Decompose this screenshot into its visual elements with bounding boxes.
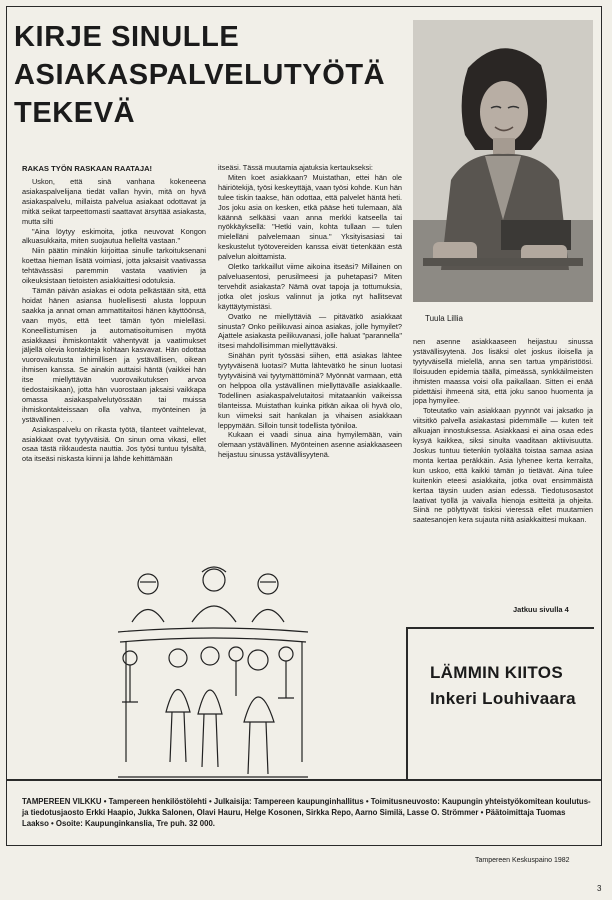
photo-caption: Tuula Lillia [425, 314, 463, 323]
headline-line-3: TEKEVÄ [14, 97, 136, 129]
paragraph: Asiakaspalvelu on rikasta työtä, tilanteet vaihtelevat, asiakkaat ovat tyytyväisiä. On sinun oma vikasi, ellet osaa tästä rikkaudesta nauttia. Jos työsi tuntuu tylsältä, ota itseäsi niskasta kiinni ja lähde kehittämään [22, 424, 206, 464]
divider [7, 779, 602, 781]
counter-illustration [118, 562, 310, 784]
continued-note: Jatkuu sivulla 4 [513, 605, 569, 614]
paragraph: nen asenne asiakkaaseen heijastuu sinussa ystävällisyytenä. Jos lisäksi olet joskus iloisella ja tyytyväisellä mielellä, anna sen tartua ympäristöösi. Iloisuuden epidemia täällä, pimeässä, synkkäilmeisten ihmisten maassa voisi olla paikallaan. Sitten ei enää pidettäisi ihmeenä sitä, että joku sanoo huomenta ja jopa hymyilee. [413, 337, 593, 406]
paragraph: Kukaan ei vaadi sinua aina hymyilemään, vain olemaan ystävällinen. Myönteinen asenne asiakkaaseen heijastuu sinussa ystävällisyytenä. [218, 430, 402, 460]
printer-note: Tampereen Keskuspaino 1982 [475, 857, 570, 864]
text-column-2 [218, 163, 402, 460]
page-number: 3 [597, 884, 602, 893]
thanks-title: LÄMMIN KIITOS [430, 663, 563, 682]
text-column-3 [413, 337, 593, 525]
paragraph: Sinähän pyrit työssäsi siihen, että asiakas lähtee tyytyväisenä luotasi? Mutta lähtevätkö he sinun luotasi tyytyväisinä vai tyytymättöminä? Myönnät varmaan, että on helppoa olla ystävällinen miellyttävälle asiakkaalle. Todellinen asiakaspalvelutaitosi mitataankin vaikeissa tilanteissa. Muistathan kuinka pitkän aikaa oli hyvä olo, kun viimeksi sait hankalan ja vihaisen asiakkaan leppymään. Silloin tunsit todellista työniloa. [218, 351, 402, 430]
salutation: RAKAS TYÖN RASKAAN RAATAJA! [22, 164, 153, 173]
paragraph: Oletko tarkkaillut viime aikoina itseäsi? Millainen on palveluasentosi, perusilmeesi ja puhetapasi? Miten tervehdit asiakasta? Nämä ovat tapoja ja tottumuksia, jotka olet joskus valinnut ja jotka nyt hallitsevat käyttäytymistäsi. [218, 262, 402, 311]
headline-line-2: ASIAKASPALVELUTYÖTÄ [14, 59, 386, 91]
divider [406, 627, 408, 779]
paragraph: Niin päätin minäkin kirjoittaa sinulle tarkoituksenani koettaa hieman lisätä voimiasi, jotta jaksaisit vaativassa tehtävässäsi paremmin vastata vaativien ja oikeuksistaan tietoisten asiakkaittesi odotuksia. [22, 246, 206, 286]
headline-line-1: KIRJE SINULLE [14, 21, 240, 53]
paragraph: Uskon, että sinä vanhana kokeneena asiakaspalvelijana tiedät vallan hyvin, mitä on hyvä asiakaspalvelu, millaista palvelua asiakaat odottavat ja mitkä seikat tarpeettomasti saattavat ärsyttää asiakasta, mutta silti [22, 177, 206, 226]
paragraph: Ovatko ne miellyttäviä — pitävätkö asiakkaat sinusta? Onko peilikuvasi ainoa asiakas, jolle hymyilet? Ajattele asiakasta peilikuvanasi, jolle haluat "parannella" itsesi mahdollisimman miellyttäväksi. [218, 311, 402, 351]
text-column-1 [22, 177, 206, 464]
portrait-photo [413, 20, 593, 302]
paragraph: Toteutatko vain asiakkaan pyynnöt vai jaksatko ja viitsitkö palvella asiakastasi pidemmälle — kuten teit alkuajan innostuksessa. Asiakkaasi ei aina osaa edes kysyä kaikkea, siksi sinulta vaaditaan aktiivisuutta. Joskus tuntuu tietenkin työläältä toistaa samaa asiaa monta kertaa peräkkäin. Asia lyhenee kerta kerralta, kun uskoo, että kaikki tämän jo tietävät. Aina tulee kuitenkin eteesi asiakkaita, jotka ovat ensimmäistä kertaa täysin uuden asian edessä. Tiedotusosastot laativat työllä ja vaivalla hienoja esitteitä ja ohjeita. Siinä ne pölyttyvät tiskisi vieressä ellet muutamien saatesanojen kera sujauta niitä asiakkaittesi mukaan. [413, 406, 593, 525]
paragraph: Tämän päivän asiakas ei odota pelkästään sitä, että hoidat hänen asiansa huolellisesti alusta loppuun saakka ja annat oman ammattitaitosi hänen käyttöönsä, vaan myös, että teet tämän työn mielelläsi. Koneellistumisen ja automatisoitumisen myötä asiakkaasi ihmiskontaktit vähentyvät ja vaatimukset jäljellä olevia kontakteja kohtaan kasvavat. Hän odottaa vuorovaikutusta inhimillisen ja ystävällisen, oikean ihmisen kanssa. Se ainakin auttaisi häntä (vaikkei hän itse miellyttävän vuorovaikutuksen arvoa tiedostaisikaan), jotta hän vuorostaan jaksaisi vaikkapa omassa asiakaspalvelutyössään tai muissa ihmiskontakteissaan olla vahva, myönteinen ja ystävällinen . . . [22, 285, 206, 424]
thanks-box [430, 660, 576, 712]
thanks-name: Inkeri Louhivaara [430, 689, 576, 708]
article-headline [14, 18, 394, 132]
paragraph: Miten koet asiakkaan? Muistathan, ettei hän ole häiriötekijä, työsi keskeyttäjä, vaan työsi kohde. Kun hän tulee tiskin taakse, hän odottaa, että palvelet häntä heti. Jos joku asia on kesken, etkä pääse heti tulemaan, älä käännä selkääsi vaan anna merkki katseella tai nyökkäyksellä: "Hetki vain, kohta tullaan — tulen mielelläni palvelemaan sinua." Yksityisasiasi tai keskustelut työtovereiden kanssa eivät tietenkään estä palvelun aloittamista. [218, 172, 402, 262]
paragraph: "Aina löytyy eskimoita, jotka neuvovat Kongon alkuasukkaita, miten suojautua helleltä vastaan." [22, 226, 206, 246]
paragraph: itseäsi. Tässä muutamia ajatuksia kertaukseksi: [218, 163, 373, 172]
divider [406, 627, 594, 629]
masthead: TAMPEREEN VILKKU • Tampereen henkilöstölehti • Julkaisija: Tampereen kaupunginhallitus • Toimitusneuvosto: Kaupungin yhteistyökomitean koulutus- ja tiedotusjaosto Erkki Haapio, Jukka Salonen, Olavi Hauru, Helge Kosonen, Sirkka Repo, Aarno Similä, Lasse O. Strömmer • Päätoimittaja Tuomas Laakso • Osoite: Kaupunginkanslia, Tre puh. 32 000. [22, 797, 591, 828]
